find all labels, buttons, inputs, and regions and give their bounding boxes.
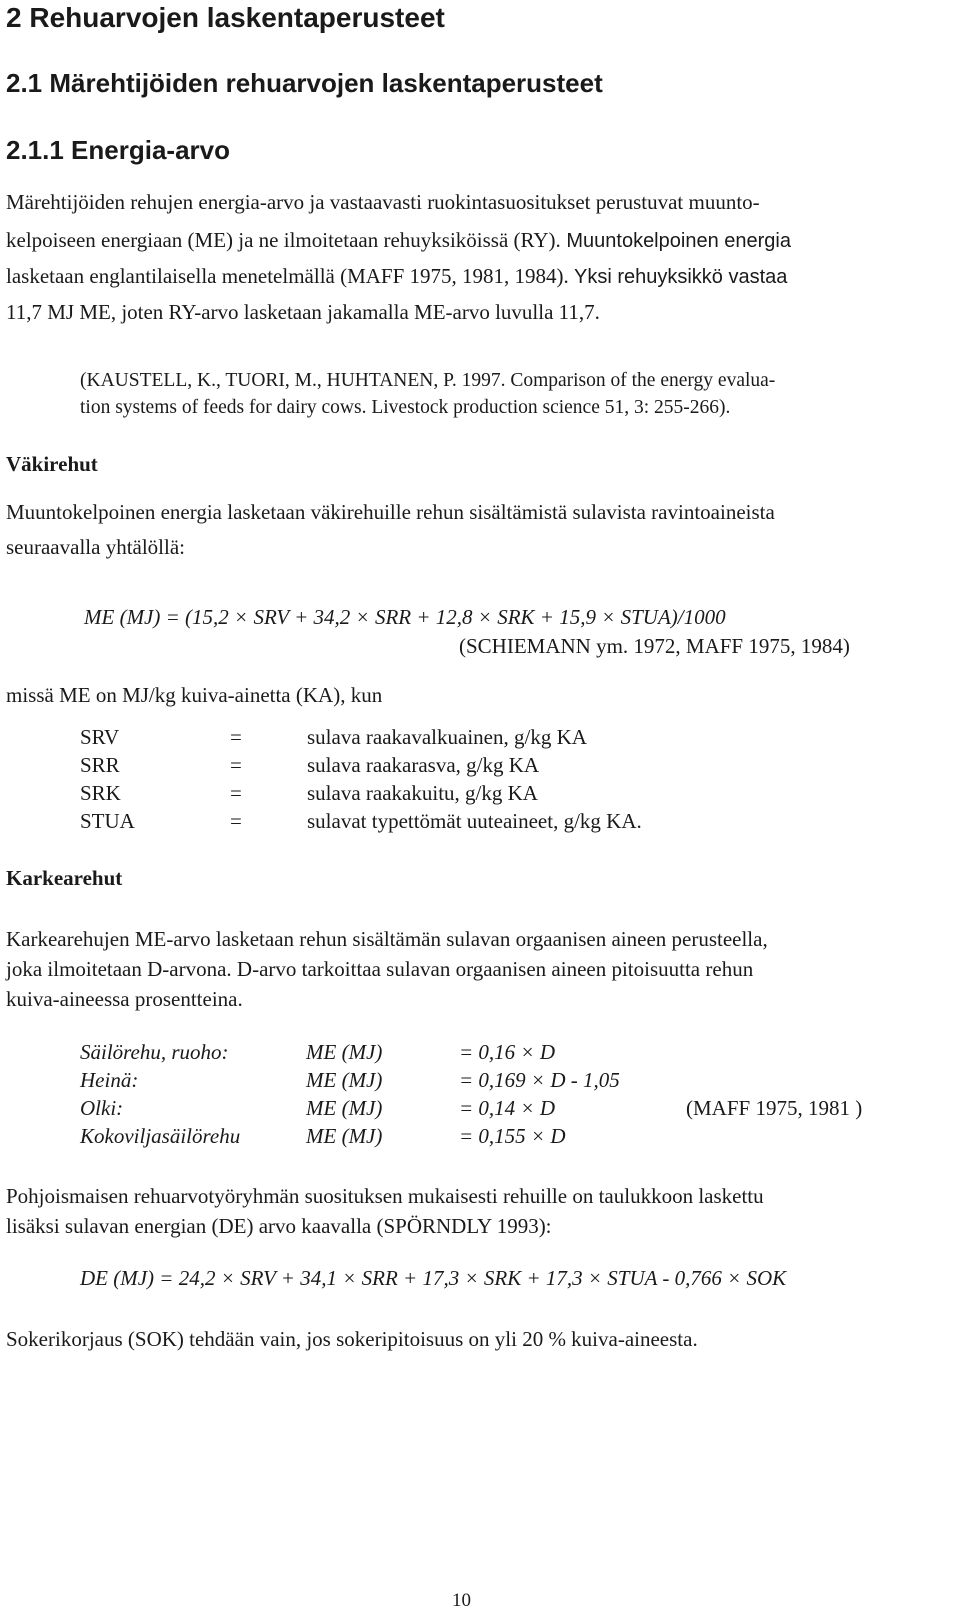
concentrates-text-2: seuraavalla yhtälöllä:	[6, 535, 186, 559]
feed-name: Säilörehu, ruoho:	[80, 1040, 229, 1064]
definition-desc: sulava raakakuitu, g/kg KA	[307, 781, 538, 805]
definition-abbr: STUA	[80, 809, 135, 833]
feed-formula: = 0,169 × D - 1,05	[459, 1068, 620, 1092]
feed-me: ME (MJ)	[306, 1068, 383, 1092]
page-number: 10	[452, 1590, 471, 1611]
feed-formula: = 0,16 × D	[459, 1040, 556, 1064]
feed-name: Olki:	[80, 1096, 124, 1120]
nordic-text-2: lisäksi sulavan energian (DE) arvo kaavalla (SPÖRNDLY 1993):	[6, 1214, 552, 1238]
intro-line-2-sans: Muuntokelpoinen energia	[560, 230, 791, 252]
nordic-text-1: Pohjoismaisen rehuarvotyöryhmän suosituksen mukaisesti rehuille on taulukkoon laskettu	[6, 1184, 764, 1208]
roughage-text-2: joka ilmoitetaan D-arvona. D-arvo tarkoittaa sulavan orgaanisen aineen pitoisuutta rehun	[6, 957, 754, 981]
me-formula-source: (SCHIEMANN ym. 1972, MAFF 1975, 1984)	[459, 634, 850, 658]
intro-line-1: Märehtijöiden rehujen energia-arvo ja vastaavasti ruokintasuositukset perustuvat muunto-	[6, 190, 760, 214]
definition-abbr: SRV	[80, 725, 120, 749]
definition-abbr: SRK	[80, 781, 121, 805]
subsection-heading: 2.1.1 Energia-arvo	[6, 135, 230, 165]
de-formula: DE (MJ) = 24,2 × SRV + 34,1 × SRR + 17,3 × SRK + 17,3 × STUA - 0,766 × SOK	[80, 1266, 787, 1290]
feed-formula: = 0,155 × D	[459, 1124, 566, 1148]
definition-abbr: SRR	[80, 753, 120, 777]
feed-name: Kokoviljasäilörehu	[80, 1124, 241, 1148]
intro-line-2	[6, 225, 791, 257]
feed-me: ME (MJ)	[306, 1096, 383, 1120]
definition-equals: =	[230, 725, 242, 749]
reference-line-2: tion systems of feeds for dairy cows. Livestock production science 51, 3: 255-266).	[80, 397, 731, 418]
definition-desc: sulava raakavalkuainen, g/kg KA	[307, 725, 587, 749]
chapter-heading: 2 Rehuarvojen laskentaperusteet	[6, 2, 445, 33]
sugar-correction-note: Sokerikorjaus (SOK) tehdään vain, jos sokeripitoisuus on yli 20 % kuiva-aineesta.	[6, 1327, 698, 1351]
section-heading: 2.1 Märehtijöiden rehuarvojen laskentaperusteet	[6, 68, 603, 98]
roughage-heading: Karkearehut	[6, 866, 123, 890]
intro-line-3	[6, 261, 787, 293]
definition-equals: =	[230, 781, 242, 805]
intro-line-4: 11,7 MJ ME, joten RY-arvo lasketaan jakamalla ME-arvo luvulla 11,7.	[6, 300, 600, 324]
reference-line-1: (KAUSTELL, K., TUORI, M., HUHTANEN, P. 1997. Comparison of the energy evalua-	[80, 370, 776, 391]
feed-me: ME (MJ)	[306, 1124, 383, 1148]
intro-line-2-serif: kelpoiseen energiaan (ME) ja ne ilmoitetaan rehuyksiköissä (RY).	[6, 228, 561, 252]
where-text: missä ME on MJ/kg kuiva-ainetta (KA), kun	[6, 683, 383, 707]
me-formula: ME (MJ) = (15,2 × SRV + 34,2 × SRR + 12,8 × SRK + 15,9 × STUA)/1000	[84, 605, 726, 629]
roughage-text-3: kuiva-aineessa prosentteina.	[6, 987, 243, 1011]
definition-desc: sulava raakarasva, g/kg KA	[307, 753, 540, 777]
feed-formula: = 0,14 × D	[459, 1096, 556, 1120]
roughage-source: (MAFF 1975, 1981 )	[686, 1096, 863, 1120]
definition-equals: =	[230, 753, 242, 777]
intro-line-3-sans: Yksi rehuyksikkö vastaa	[568, 266, 788, 288]
definition-desc: sulavat typettömät uuteaineet, g/kg KA.	[307, 809, 642, 833]
definition-equals: =	[230, 809, 242, 833]
feed-me: ME (MJ)	[306, 1040, 383, 1064]
intro-line-3-serif: lasketaan englantilaisella menetelmällä (MAFF 1975, 1981, 1984).	[6, 264, 569, 288]
roughage-text-1: Karkearehujen ME-arvo lasketaan rehun sisältämän sulavan orgaanisen aineen perusteella,	[6, 927, 768, 951]
feed-name: Heinä:	[80, 1068, 139, 1092]
concentrates-text-1: Muuntokelpoinen energia lasketaan väkirehuille rehun sisältämistä sulavista ravintoaineista	[6, 500, 775, 524]
concentrates-heading: Väkirehut	[6, 452, 98, 476]
